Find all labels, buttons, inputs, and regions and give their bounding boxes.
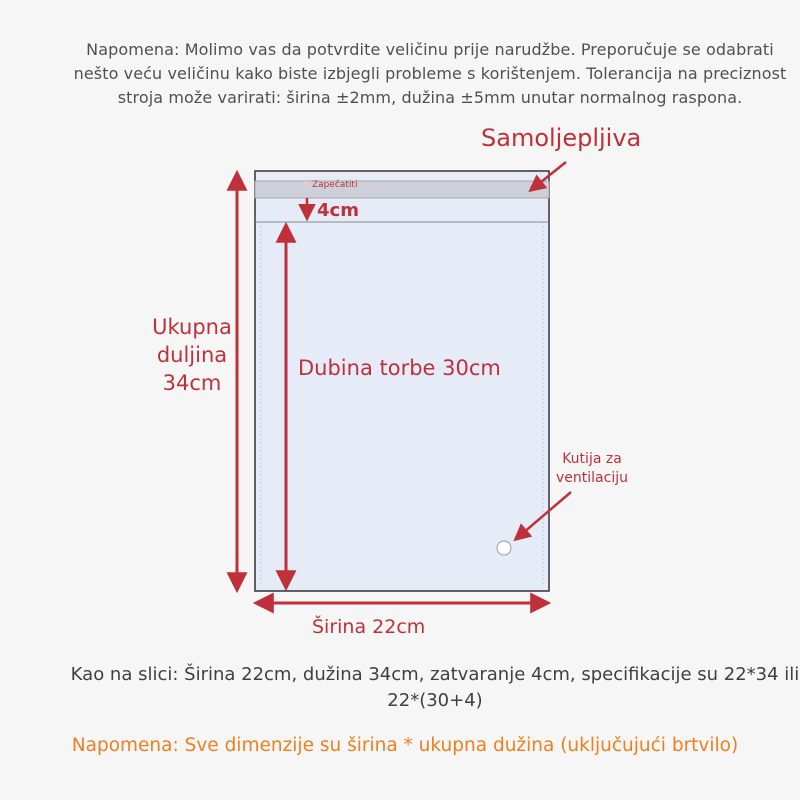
self-adhesive-label: Samoljepljiva [481, 124, 642, 152]
flap-height-label: 4cm [317, 200, 359, 221]
bottom-note: Napomena: Sve dimenzije su širina * ukupna dužina (uključujući brtvilo) [71, 735, 739, 756]
seal-dot [303, 181, 309, 187]
vent-hole [497, 541, 511, 555]
bag-depth-label: Dubina torbe 30cm [298, 356, 501, 380]
adhesive-strip [255, 181, 549, 198]
caption: Kao na slici: Širina 22cm, dužina 34cm, zatvaranje 4cm, specifikacije su 22*34 ili 22*(30+4) [70, 664, 800, 711]
bag-outline [255, 171, 549, 591]
top-note: Napomena: Molimo vas da potvrdite veličinu prije narudžbe. Preporučuje se odabrati nešto veću veličinu kako biste izbjegli probleme s korištenjem. Tolerancija na preciznost stroja može varirati: širina ±2mm, dužina ±5mm unutar normalnog raspona. [73, 40, 787, 107]
width-label: Širina 22cm [312, 616, 426, 638]
total-length-label: Ukupna duljina 34cm [152, 315, 232, 395]
vent-hole-label: Kutija za ventilaciju [556, 451, 628, 486]
seal-label: Zapečatiti [312, 180, 358, 190]
